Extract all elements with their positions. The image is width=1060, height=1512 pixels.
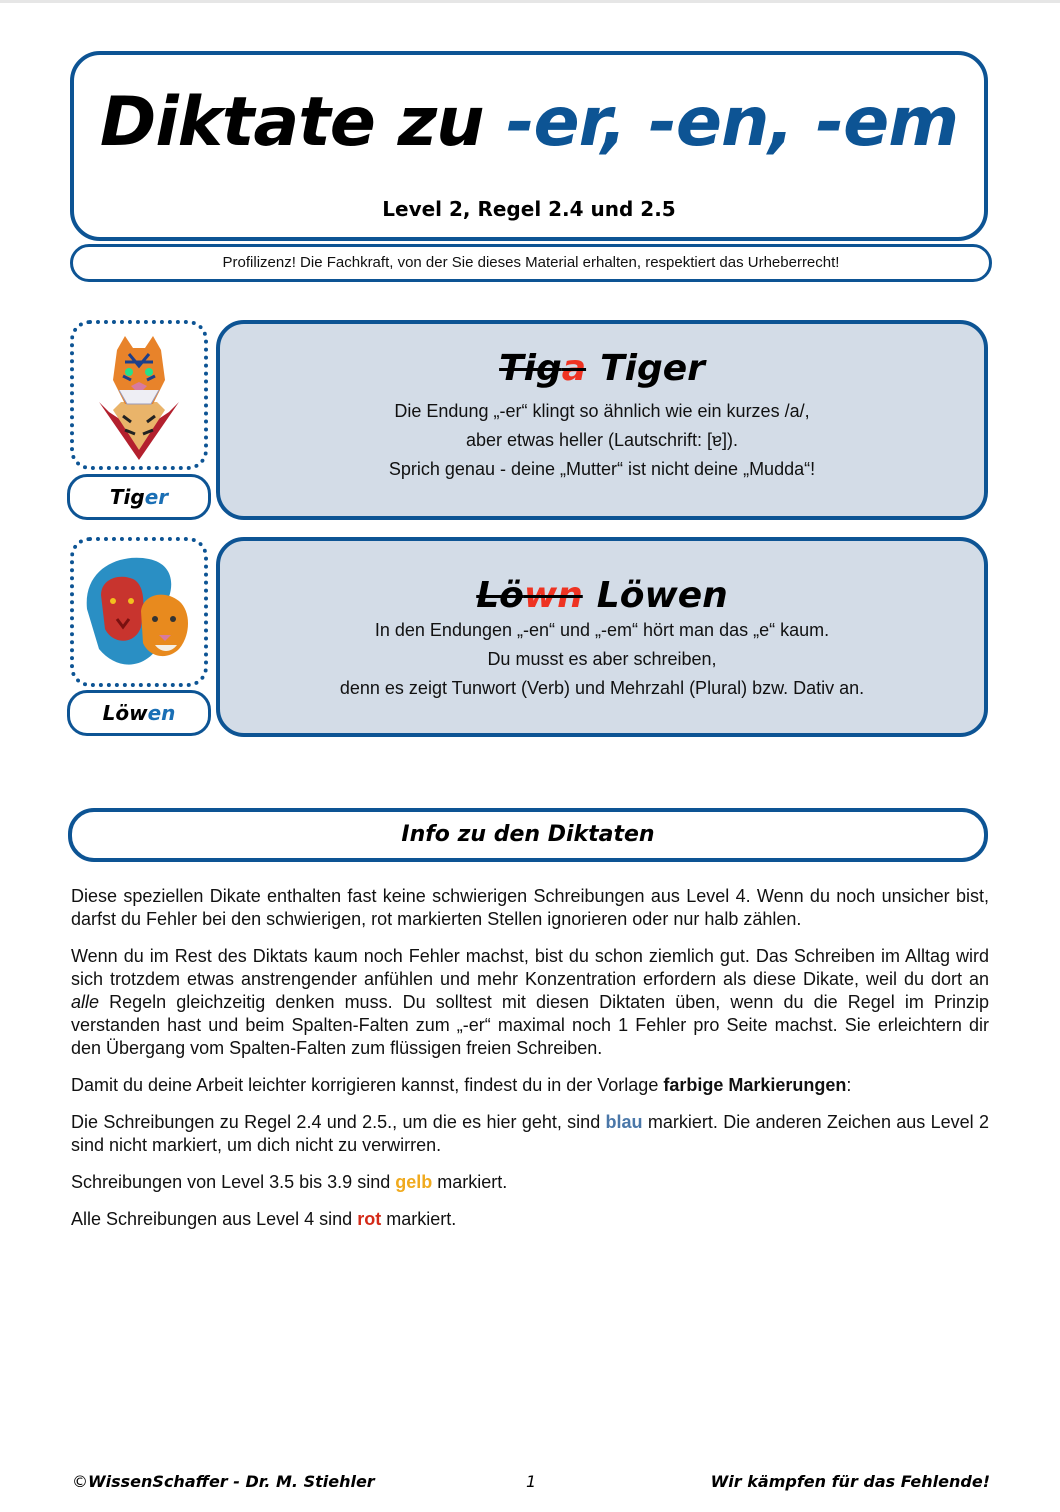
info-heading: Info zu den Diktaten — [68, 808, 988, 862]
wrong-error: a — [561, 348, 587, 389]
wrong-spelling — [476, 575, 583, 616]
marker-blue: blau — [605, 1112, 643, 1132]
label-base: Tig — [109, 485, 145, 509]
page-number: 1 — [526, 1472, 537, 1491]
info-paragraph-4 — [71, 1111, 989, 1157]
text: Die Schreibungen zu Regel 2.4 und 2.5., um die es hier geht, sind — [71, 1112, 606, 1132]
lion-image-frame — [70, 537, 208, 687]
info-body — [71, 885, 989, 1245]
info-paragraph-6 — [71, 1208, 989, 1231]
text: : — [846, 1075, 852, 1095]
text: Wenn du im Rest des Diktats kaum noch Fehler machst, bist du schon ziemlich gut. Das Schreiben im Alltag wird sich trotzdem etwas anstrengender anfühlen und mehr Konzentration erfordern als diese Dikate, weil du dort an — [71, 946, 989, 989]
marker-yellow: gelb — [395, 1172, 433, 1192]
correct-spelling: Tiger — [600, 348, 705, 389]
explanation-line: denn es zeigt Tunwort (Verb) und Mehrzahl (Plural) bzw. Dativ an. — [339, 678, 865, 698]
wrong-base: Tig — [499, 348, 562, 389]
explanation-line: In den Endungen „-en“ und „-em“ hört man das „e“ kaum. — [374, 620, 830, 640]
explanation-line: Du musst es aber schreiben, — [487, 649, 717, 669]
text: markiert. — [381, 1209, 457, 1229]
info-paragraph-5 — [71, 1171, 989, 1194]
title-prefix: Diktate zu — [99, 83, 507, 162]
word-label-tiger — [67, 474, 211, 520]
footer-author: WissenSchaffer - Dr. M. Stiehler — [88, 1472, 375, 1491]
tiger-illustration-icon — [79, 332, 199, 464]
text: Schreibungen von Level 3.5 bis 3.9 sind — [71, 1172, 396, 1192]
explanation-line: Sprich genau - deine „Mutter“ ist nicht deine „Mudda“! — [388, 459, 816, 479]
emphasis: alle — [71, 992, 100, 1012]
footer-copyright — [72, 1472, 375, 1491]
title-accent: -er, -en, -em — [506, 83, 959, 162]
info-card-tiger — [216, 320, 988, 520]
bold-text: farbige Markierungen — [663, 1075, 847, 1095]
explanation — [220, 397, 984, 484]
marker-red: rot — [357, 1209, 382, 1229]
title-box — [70, 51, 988, 241]
explanation-line: aber etwas heller (Lautschrift: [ɐ]). — [465, 430, 739, 450]
page-title — [74, 83, 984, 162]
label-accent: en — [147, 701, 176, 725]
lion-illustration-icon — [79, 549, 199, 681]
explanation — [220, 616, 984, 703]
wrong-base: Lö — [476, 575, 524, 616]
label-base: Löw — [102, 701, 148, 725]
license-notice: Profilizenz! Die Fachkraft, von der Sie dieses Material erhalten, respektiert das Urheberrecht! — [70, 244, 992, 282]
text: Alle Schreibungen aus Level 4 sind — [71, 1209, 358, 1229]
footer-slogan: Wir kämpfen für das Fehlende! — [710, 1472, 990, 1491]
text: Damit du deine Arbeit leichter korrigieren kannst, findest du in der Vorlage — [71, 1075, 664, 1095]
copyright-icon: © — [72, 1472, 88, 1491]
label-accent: er — [144, 485, 169, 509]
text: markiert. Die anderen Zeichen aus Level 2 sind nicht markiert, um dich nicht zu verwirren. — [71, 1112, 989, 1155]
info-card-loewen — [216, 537, 988, 737]
text: markiert. — [432, 1172, 508, 1192]
info-paragraph-2 — [71, 945, 989, 1060]
page-subtitle: Level 2, Regel 2.4 und 2.5 — [382, 197, 676, 221]
word-label-loewen — [67, 690, 211, 736]
word-comparison — [220, 575, 984, 616]
word-comparison — [220, 348, 984, 389]
explanation-line: Die Endung „-er“ klingt so ähnlich wie ein kurzes /a/, — [394, 401, 810, 421]
top-border — [0, 0, 1060, 3]
wrong-error: wn — [523, 575, 583, 616]
wrong-spelling — [499, 348, 586, 389]
info-paragraph-1: Diese speziellen Dikate enthalten fast keine schwierigen Schreibungen aus Level 4. Wenn du noch unsicher bist, darfst du Fehler bei den schwierigen, rot markierten Stellen ignorieren oder nur halb zählen. — [71, 886, 989, 929]
correct-spelling: Löwen — [596, 575, 728, 616]
text: Regeln gleichzeitig denken muss. Du solltest mit diesen Diktaten üben, wenn du die Regel im Prinzip verstanden hast und beim Spalten-Falten zum „-er“ maximal noch 1 Fehler pro Seite machst. Sie erleichtern dir den Übergang vom Spalten-Falten zum flüssigen freien Schreiben. — [71, 992, 989, 1058]
info-paragraph-3 — [71, 1074, 989, 1097]
tiger-image-frame — [70, 320, 208, 470]
